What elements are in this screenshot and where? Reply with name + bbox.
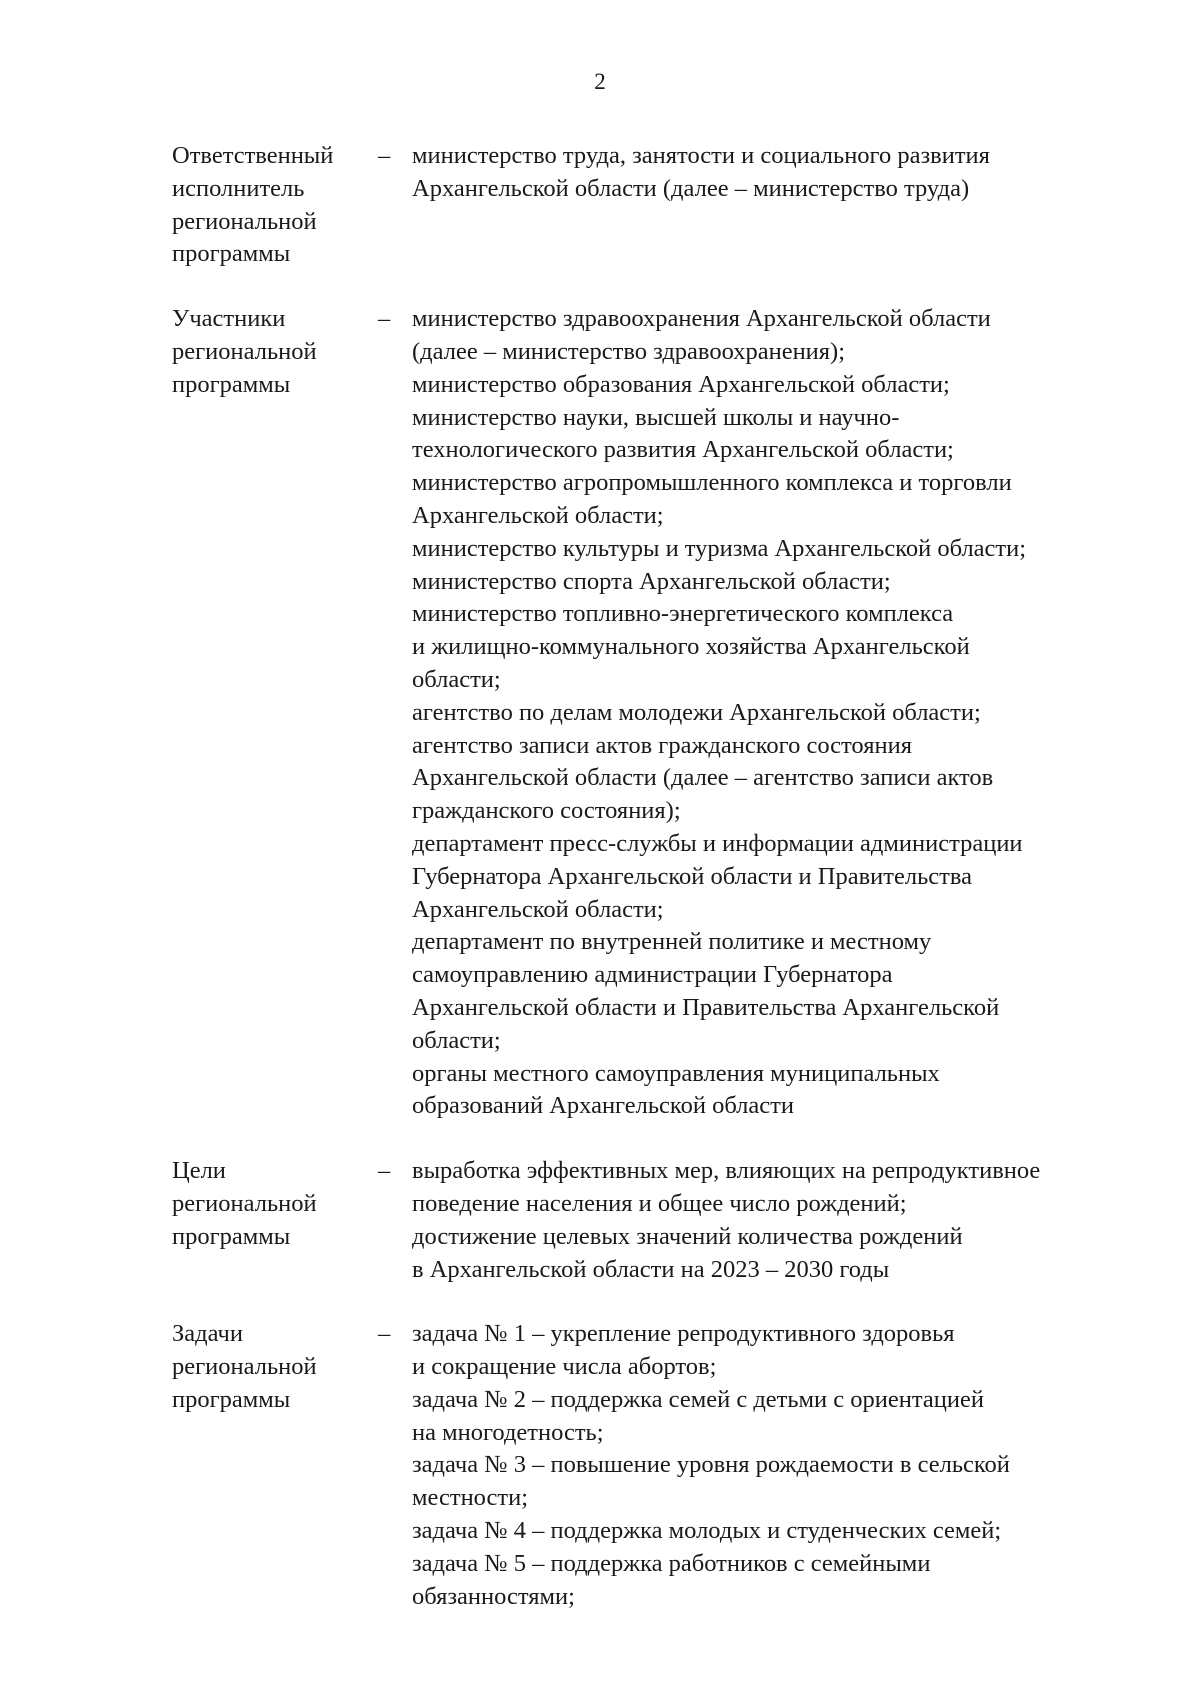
content-line: области; [412, 1026, 501, 1054]
content-line: министерство спорта Архангельской области; [412, 567, 891, 595]
passport-row-label [172, 1155, 378, 1253]
passport-row-goals [172, 1155, 1132, 1286]
label-line: программы [172, 1385, 291, 1413]
label-line: региональной [172, 1189, 317, 1217]
content-line: местности; [412, 1484, 529, 1512]
content-line: образований Архангельской области [412, 1092, 794, 1120]
content-line: министерство культуры и туризма Архангельской области; [412, 534, 1027, 562]
content-line: самоуправлению администрации Губернатора [412, 961, 893, 989]
content-line: министерство труда, занятости и социального развития [412, 142, 990, 169]
content-line: обязанностями; [412, 1582, 575, 1610]
content-line: на многодетность; [412, 1418, 604, 1446]
content-line: министерство агропромышленного комплекса и торговли [412, 469, 1012, 497]
content-line: министерство науки, высшей школы и научно- [412, 403, 900, 431]
dash-separator: – [378, 142, 391, 169]
passport-row-content [412, 140, 1132, 206]
label-line: региональной [172, 337, 317, 365]
label-line: программы [172, 240, 291, 268]
content-line: технологического развития Архангельской области; [412, 436, 954, 464]
passport-row-tasks [172, 1318, 1132, 1613]
content-line: министерство здравоохранения Архангельской области [412, 305, 991, 333]
content-line: Архангельской области; [412, 501, 664, 529]
content-line: Губернатора Архангельской области и Правительства [412, 862, 972, 890]
passport-row-content [412, 303, 1132, 1123]
content-line: органы местного самоуправления муниципальных [412, 1059, 940, 1087]
content-line: Архангельской области (далее – агентство записи актов [412, 764, 994, 792]
content-line: задача № 3 – повышение уровня рождаемости в сельской [412, 1451, 1010, 1479]
passport-row-responsible-executor [172, 140, 1132, 271]
content-line: и сокращение числа абортов; [412, 1353, 717, 1381]
label-line: Ответственный [172, 142, 334, 169]
content-line: в Архангельской области на 2023 – 2030 годы [412, 1255, 890, 1283]
label-line: исполнитель [172, 174, 305, 202]
label-line: региональной [172, 1353, 317, 1381]
content-line: департамент пресс-службы и информации администрации [412, 829, 1023, 857]
page-number: 2 [594, 69, 606, 94]
passport-row-label [172, 1318, 378, 1416]
content-line: Архангельской области; [412, 895, 664, 923]
dash-separator: – [378, 305, 391, 333]
passport-row-participants [172, 303, 1132, 1123]
content-line: (далее – министерство здравоохранения); [412, 337, 846, 365]
dash-separator: – [378, 1157, 391, 1185]
content-line: министерство образования Архангельской области; [412, 370, 950, 398]
content-line: выработка эффективных мер, влияющих на репродуктивное [412, 1157, 1041, 1185]
content-line: задача № 5 – поддержка работников с семейными [412, 1549, 931, 1577]
passport-row-label [172, 303, 378, 401]
content-line: министерство топливно-энергетического комплекса [412, 600, 954, 628]
content-line: департамент по внутренней политике и местному [412, 928, 932, 956]
content-line: области; [412, 665, 501, 693]
label-line: программы [172, 1222, 291, 1250]
label-line: программы [172, 370, 291, 398]
dash-separator: – [378, 1320, 391, 1348]
content-line: агентство записи актов гражданского состояния [412, 731, 912, 759]
label-line: Участники [172, 305, 286, 333]
label-line: Задачи [172, 1320, 243, 1348]
content-line: задача № 2 – поддержка семей с детьми с ориентацией [412, 1385, 984, 1413]
content-line: задача № 4 – поддержка молодых и студенческих семей; [412, 1517, 1002, 1545]
content-line: поведение населения и общее число рождений; [412, 1189, 907, 1217]
content-line: задача № 1 – укрепление репродуктивного здоровья [412, 1320, 955, 1348]
content-line: гражданского состояния); [412, 797, 681, 825]
passport-row-label [172, 140, 378, 271]
content-line: Архангельской области (далее – министерство труда) [412, 174, 970, 202]
program-passport-table [172, 140, 1132, 1645]
content-line: достижение целевых значений количества рождений [412, 1222, 963, 1250]
content-line: и жилищно-коммунального хозяйства Архангельской [412, 633, 970, 661]
content-line: Архангельской области и Правительства Архангельской [412, 993, 1000, 1021]
passport-row-content [412, 1318, 1132, 1613]
label-line: региональной [172, 207, 317, 235]
label-line: Цели [172, 1157, 226, 1185]
content-line: агентство по делам молодежи Архангельской области; [412, 698, 981, 726]
passport-row-content [412, 1155, 1132, 1286]
